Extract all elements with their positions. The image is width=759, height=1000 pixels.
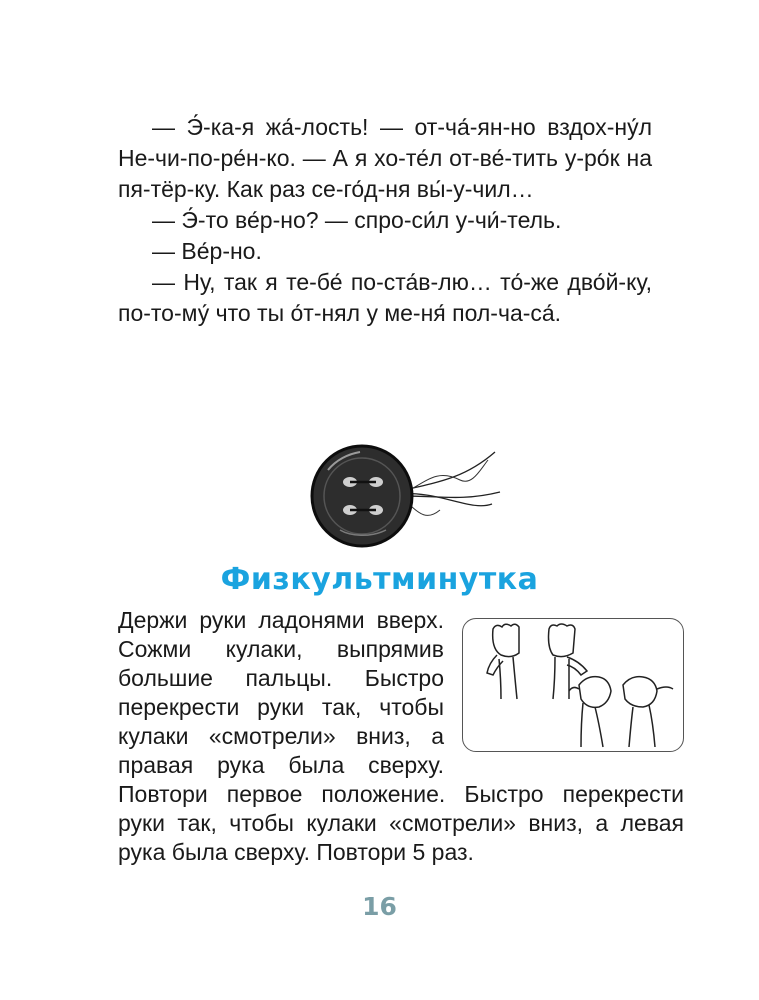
- story-paragraph: — Ну, так я те-бе́ по-ста́в-лю… то́-же дво́й-ку, по-то-му́ что ты о́т-нял у ме-ня́ пол-ча-са́.: [118, 269, 652, 326]
- story-paragraph: — Э́-ка-я жа́-лость! — от-ча́-ян-но вздох-ну́л Не-чи-по-ре́н-ко. — А я хо-те́л от-ве́-тить у-ро́к на пя-тёр-ку. Как раз се-го́д-ня вы́-у-чил…: [118, 114, 652, 202]
- page-number: 16: [362, 892, 397, 921]
- exercise-text: Держи руки ладонями вверх. Сожми кулаки, выпрямив большие пальцы. Быстро перекрести руки так, чтобы кулаки «смотрели» вниз, а правая рука была сверху. Повтори первое положение. Быстро перекрести руки так, чтобы кулаки «смотрели» вниз, а левая рука была сверху. Повтори 5 раз.: [118, 607, 684, 865]
- story-paragraph: — Ве́р-но.: [152, 238, 262, 264]
- story-text: [118, 112, 652, 329]
- hands-exercise-icon: [462, 618, 684, 752]
- sewing-button-icon: [300, 430, 530, 560]
- exercise-instructions: [118, 606, 684, 867]
- story-paragraph: — Э́-то ве́р-но? — спро-си́л у-чи́-тель.: [152, 207, 562, 233]
- section-title: Физкультминутка: [220, 562, 539, 597]
